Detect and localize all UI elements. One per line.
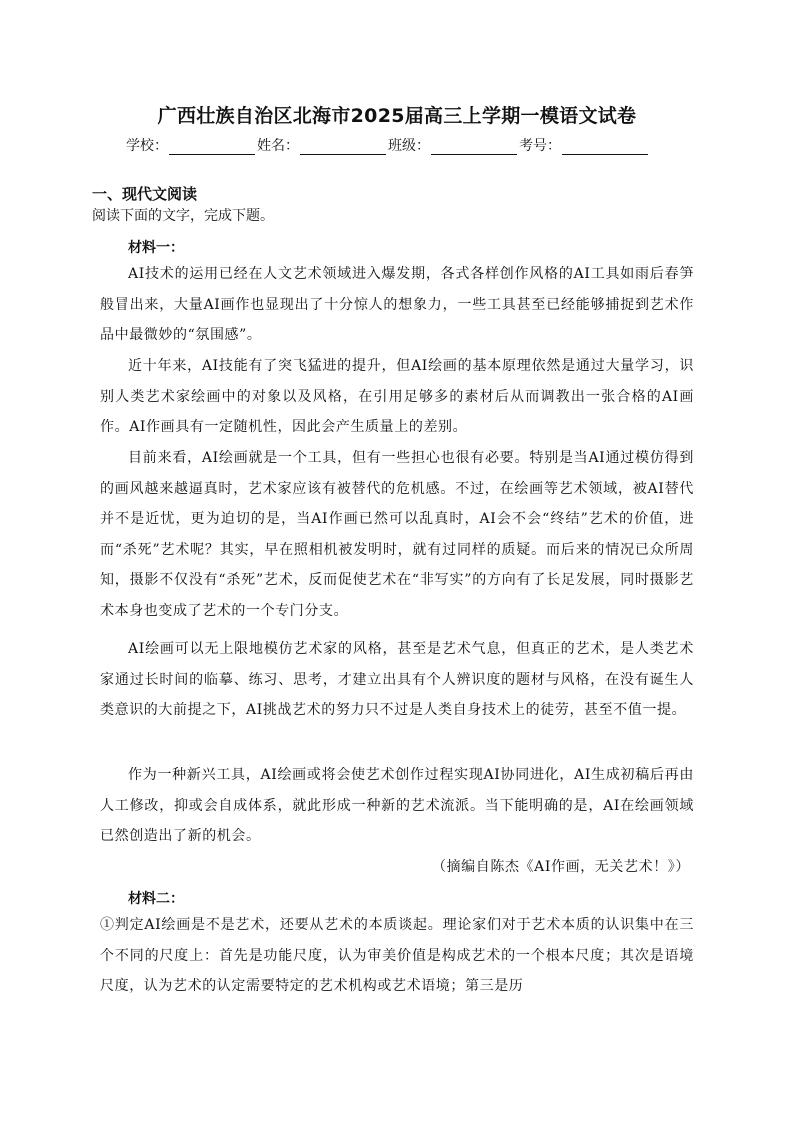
- material-one-paragraph-1: AI技术的运用已经在人文艺术领域进入爆发期，各式各样创作风格的AI工具如雨后春笋般冒出来，大量AI画作也显现出了十分惊人的想象力，一些工具甚至已经能够捕捉到艺术作品中最微妙的“氛围感”。: [100, 266, 694, 344]
- material-one-paragraph-4: AI绘画可以无上限地模仿艺术家的风格，甚至是艺术气息，但真正的艺术，是人类艺术家通过长时间的临摹、练习、思考，才建立出具有个人辨识度的题材与风格，在没有诞生人类意识的大前提之下，AI挑战艺术的努力只不过是人类自身技术上的徒劳，甚至不值一提。: [100, 641, 694, 719]
- class-label: 班级：: [388, 138, 430, 154]
- material-one-label: 材料一：: [128, 240, 184, 256]
- school-blank[interactable]: [169, 138, 255, 155]
- exam-title: 广西壮族自治区北海市2025届高三上学期一模语文试卷: [157, 105, 637, 127]
- material-two-label: 材料二：: [128, 891, 184, 907]
- name-label: 姓名：: [257, 138, 299, 154]
- student-info-row: [126, 135, 650, 155]
- class-blank[interactable]: [431, 138, 517, 155]
- section-heading: 一、现代文阅读: [92, 185, 198, 203]
- exam-number-blank[interactable]: [562, 138, 648, 155]
- name-blank[interactable]: [300, 138, 386, 155]
- material-one-paragraph-3: 目前来看，AI绘画就是一个工具，但有一些担心也很有必要。特别是当AI通过模仿得到的画风越来越逼真时，艺术家应该有被替代的危机感。不过，在绘画等艺术领域，被AI替代并不是近忧，更为迫切的是，当AI作画已然可以乱真时，AI会不会“终结”艺术的价值，进而“杀死”艺术呢？其实，早在照相机被发明时，就有过同样的质疑。而后来的情况已众所周知，摄影不仅没有“杀死”艺术，反而促使艺术在“非写实”的方向有了长足发展，同时摄影艺术本身也变成了艺术的一个专门分支。: [100, 450, 694, 619]
- material-one-paragraph-5: 作为一种新兴工具，AI绘画或将会使艺术创作过程实现AI协同进化，AI生成初稿后再由人工修改，抑或会自成体系，就此形成一种新的艺术流派。当下能明确的是，AI在绘画领域已然创造出了新的机会。: [100, 767, 694, 845]
- school-label: 学校：: [126, 138, 168, 154]
- material-one-source: （摘编自陈杰《AI作画，无关艺术！》）: [431, 859, 690, 875]
- material-one-paragraph-2: 近十年来，AI技能有了突飞猛进的提升，但AI绘画的基本原理依然是通过大量学习，识别人类艺术家绘画中的对象以及风格，在引用足够多的素材后从而调教出一张合格的AI画作。AI作画具有一定随机性，因此会产生质量上的差别。: [100, 358, 694, 436]
- section-instruction: 阅读下面的文字，完成下题。: [92, 208, 274, 224]
- exam-number-label: 考号：: [519, 138, 561, 154]
- material-two-paragraph-1: ①判定AI绘画是不是艺术，还要从艺术的本质谈起。理论家们对于艺术本质的认识集中在三个不同的尺度上：首先是功能尺度，认为审美价值是构成艺术的一个根本尺度；其次是语境尺度，认为艺术的认定需要特定的艺术机构或艺术语境；第三是历: [100, 917, 694, 995]
